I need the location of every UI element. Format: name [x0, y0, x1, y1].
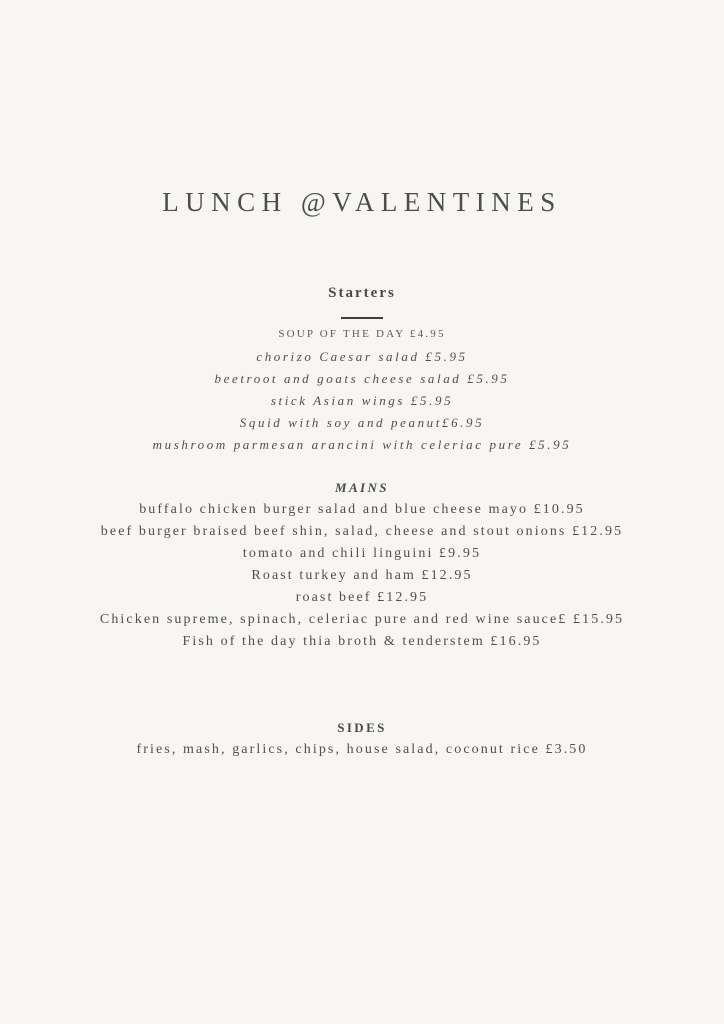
main-item: roast beef £12.95 [295, 590, 429, 605]
main-item: buffalo chicken burger salad and blue cheese mayo £10.95 [139, 502, 585, 517]
main-item: Fish of the day thia broth & tenderstem £16.95 [182, 634, 542, 649]
starters-heading: Starters [328, 285, 396, 301]
main-item: Chicken supreme, spinach, celeriac pure and red wine sauce£ £15.95 [99, 612, 625, 627]
starter-item: mushroom parmesan arancini with celeriac pure £5.95 [152, 437, 572, 452]
starter-item: Squid with soy and peanut£6.95 [239, 415, 485, 430]
mains-section [0, 477, 724, 653]
starter-item: beetroot and goats cheese salad £5.95 [214, 371, 510, 386]
heading-divider [341, 317, 383, 319]
sides-list: fries, mash, garlics, chips, house salad, coconut rice £3.50 [136, 742, 588, 757]
starter-item: stick Asian wings £5.95 [270, 393, 454, 408]
main-item: tomato and chili linguini £9.95 [242, 546, 482, 561]
sides-heading: SIDES [337, 720, 387, 735]
starter-item: chorizo Caesar salad £5.95 [256, 349, 468, 364]
menu-title: LUNCH @VALENTINES [162, 187, 562, 218]
main-item: beef burger braised beef shin, salad, cheese and stout onions £12.95 [100, 524, 624, 539]
starters-section [0, 283, 724, 456]
main-item: Roast turkey and ham £12.95 [251, 568, 473, 583]
mains-heading: MAINS [335, 480, 389, 495]
sides-section [0, 717, 724, 761]
soup-of-the-day: SOUP OF THE DAY £4.95 [278, 328, 446, 340]
